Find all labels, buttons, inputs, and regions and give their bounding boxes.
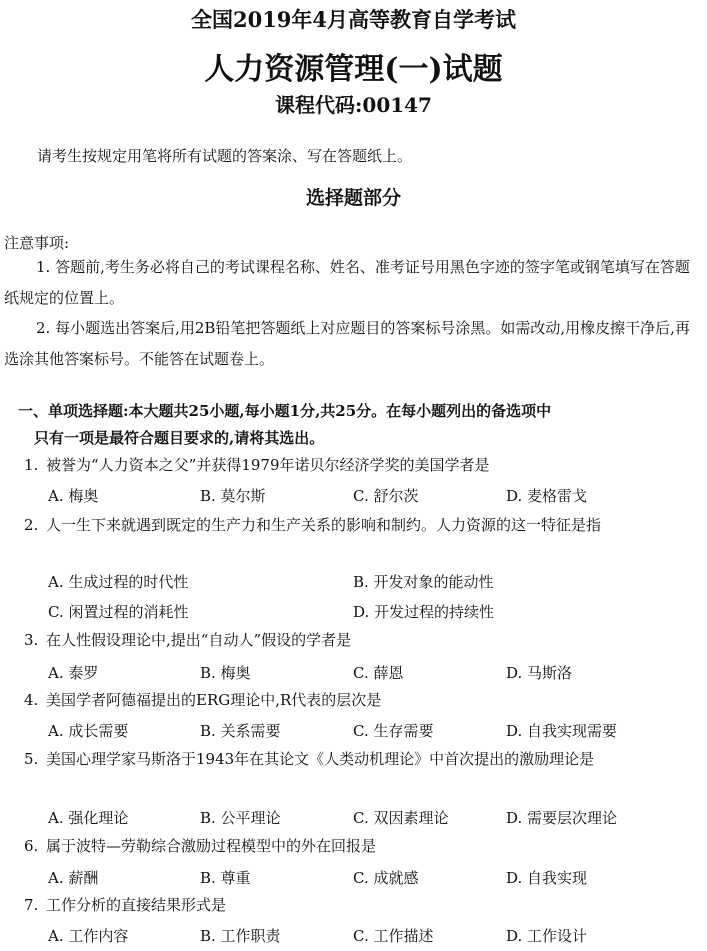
option-c: C. 成就感 — [353, 869, 419, 887]
option-b: B. 莫尔斯 — [200, 487, 266, 505]
option-d: D. 需要层次理论 — [506, 809, 618, 827]
exam-session-title: 全国2019年4月高等教育自学考试 — [190, 7, 517, 32]
question — [24, 892, 664, 919]
notice-heading: 注意事项: — [4, 234, 70, 252]
option-a: A. 工作内容 — [48, 927, 129, 945]
option-c: C. 舒尔茨 — [353, 487, 419, 505]
question-text: 人一生下来就遇到既定的生产力和生产关系的影响和制约。人力资源的这一特征是指 — [46, 516, 602, 534]
option-row — [48, 867, 688, 891]
question-text: 被誉为“人力资本之父”并获得1979年诺贝尔经济学奖的美国学者是 — [46, 456, 490, 474]
question-text: 在人性假设理论中,提出“自动人”假设的学者是 — [46, 631, 352, 649]
question — [24, 833, 664, 860]
option-row — [48, 485, 688, 509]
question-number: 3. — [24, 631, 39, 649]
option-b: B. 开发对象的能动性 — [353, 573, 494, 591]
question-text: 属于波特—劳勒综合激励过程模型中的外在回报是 — [46, 837, 377, 855]
option-d: D. 工作设计 — [506, 927, 588, 945]
option-c: C. 生存需要 — [353, 722, 434, 740]
option-row — [48, 571, 688, 595]
option-c: C. 闲置过程的消耗性 — [48, 603, 189, 621]
option-row — [48, 662, 688, 686]
question-number: 7. — [24, 896, 39, 914]
question — [24, 687, 664, 714]
option-a: A. 成长需要 — [48, 722, 129, 740]
question-number: 1. — [24, 456, 39, 474]
option-row — [48, 601, 688, 625]
exam-instruction: 请考生按规定用笔将所有试题的答案涂、写在答题纸上。 — [37, 147, 413, 165]
question-number: 6. — [24, 837, 39, 855]
question — [24, 627, 664, 654]
question-number: 5. — [24, 750, 39, 768]
question — [24, 452, 664, 479]
question-number: 4. — [24, 691, 39, 709]
option-d: D. 自我实现需要 — [506, 722, 618, 740]
question-text: 美国学者阿德福提出的ERG理论中,R代表的层次是 — [46, 691, 382, 709]
part-heading-line: 只有一项是最符合题目要求的,请将其选出。 — [34, 429, 325, 447]
notice-item: 2. 每小题选出答案后,用2B铅笔把答题纸上对应题目的答案标号涂黑。如需改动,用橡皮擦干净后,再选涂其他答案标号。不能答在试题卷上。 — [4, 319, 690, 368]
option-a: A. 梅奥 — [48, 487, 99, 505]
option-b: B. 公平理论 — [200, 809, 281, 827]
option-a: A. 泰罗 — [48, 664, 99, 682]
exam-subject-title: 人力资源管理(一)试题 — [204, 52, 503, 87]
question-number: 2. — [24, 516, 39, 534]
option-c: C. 工作描述 — [353, 927, 434, 945]
notice-item: 1. 答题前,考生务必将自己的考试课程名称、姓名、准考证号用黑色字迹的签字笔或钢笔填写在答题纸规定的位置上。 — [4, 258, 690, 307]
option-b: B. 尊重 — [200, 869, 251, 887]
option-c: C. 薛恩 — [353, 664, 404, 682]
option-d: D. 开发过程的持续性 — [353, 603, 495, 621]
option-row — [48, 925, 688, 949]
option-d: D. 马斯洛 — [506, 664, 573, 682]
option-b: B. 梅奥 — [200, 664, 251, 682]
course-code: 课程代码:00147 — [275, 93, 432, 117]
option-b: B. 工作职责 — [200, 927, 281, 945]
option-a: A. 薪酬 — [48, 869, 99, 887]
option-c: C. 双因素理论 — [353, 809, 449, 827]
section-title: 选择题部分 — [305, 187, 401, 209]
part-heading-line: 一、单项选择题:本大题共25小题,每小题1分,共25分。在每小题列出的备选项中 — [18, 402, 552, 420]
option-d: D. 自我实现 — [506, 869, 588, 887]
question-text: 美国心理学家马斯洛于1943年在其论文《人类动机理论》中首次提出的激励理论是 — [46, 750, 595, 768]
option-a: A. 强化理论 — [48, 809, 129, 827]
question — [24, 746, 664, 773]
option-row — [48, 720, 688, 744]
option-b: B. 关系需要 — [200, 722, 281, 740]
option-a: A. 生成过程的时代性 — [48, 573, 189, 591]
question-text: 工作分析的直接结果形式是 — [46, 896, 227, 914]
option-row — [48, 807, 688, 831]
part-heading — [18, 398, 688, 452]
option-d: D. 麦格雷戈 — [506, 487, 588, 505]
question — [24, 512, 664, 539]
